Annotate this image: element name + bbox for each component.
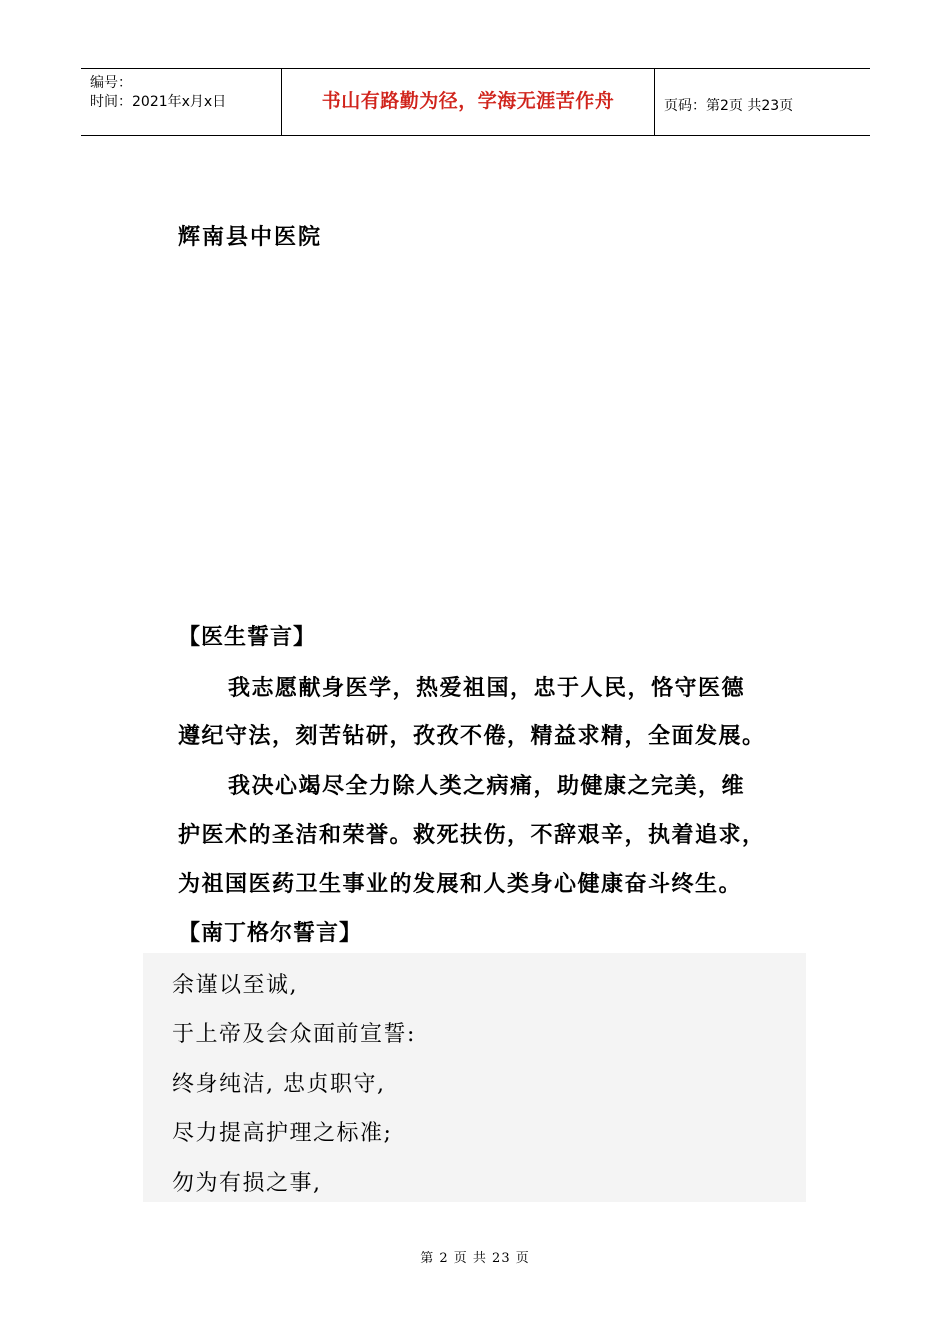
- header-top-rule: [81, 68, 870, 69]
- page-footer: 第 2 页 共 23 页: [420, 1251, 530, 1266]
- code-label: 编号：: [90, 75, 132, 91]
- nightingale-oath-line: 于上帝及会众面前宣誓:: [172, 1022, 416, 1047]
- organization-name: 辉南县中医院: [178, 224, 323, 250]
- header-divider-right: [654, 68, 655, 136]
- doctor-oath-line: 我志愿献身医学，热爱祖国，忠于人民，恪守医德: [228, 675, 746, 701]
- nightingale-oath-line: 余谨以至诚,: [172, 973, 298, 998]
- doctor-oath-line: 遵纪守法，刻苦钻研，孜孜不倦，精益求精，全面发展。: [178, 723, 766, 749]
- header-motto: 书山有路勤为径，学海无涯苦作舟: [321, 90, 615, 112]
- doctor-oath-heading: 【医生誓言】: [178, 624, 317, 650]
- nightingale-oath-line: 勿为有损之事,: [172, 1171, 322, 1196]
- doctor-oath-line: 护医术的圣洁和荣誉。救死扶伤，不辞艰辛，执着追求，: [178, 822, 766, 848]
- nightingale-oath-line: 尽力提高护理之标准;: [172, 1121, 393, 1146]
- nightingale-oath-heading: 【南丁格尔誓言】: [178, 920, 363, 946]
- nightingale-oath-line: 终身纯洁, 忠贞职守,: [172, 1072, 386, 1097]
- page-info: 页码：第2页 共23页: [664, 98, 794, 114]
- time-label: 时间：2021年x月x日: [90, 94, 227, 110]
- doctor-oath-line: 为祖国医药卫生事业的发展和人类身心健康奋斗终生。: [178, 871, 743, 897]
- doctor-oath-line: 我决心竭尽全力除人类之病痛，助健康之完美，维: [228, 773, 746, 799]
- header-bottom-rule: [81, 135, 870, 136]
